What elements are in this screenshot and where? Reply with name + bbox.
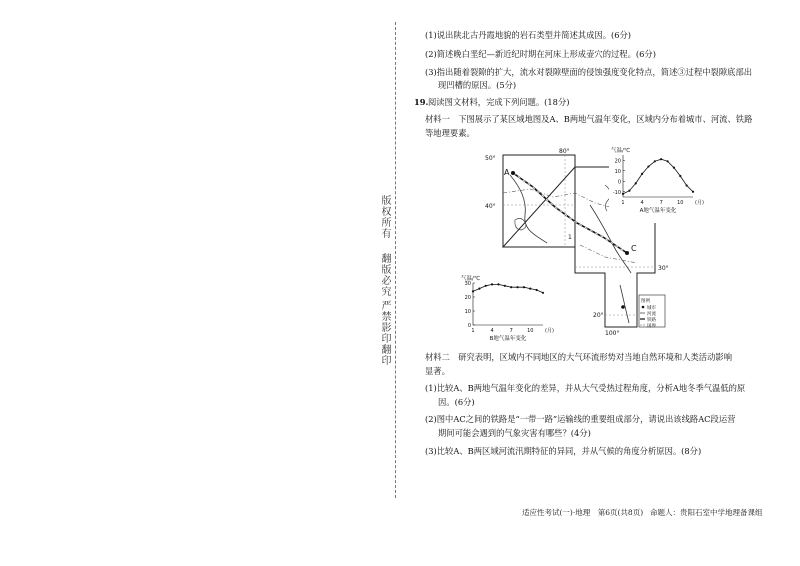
chart-a-point-5 xyxy=(647,165,649,167)
chart-a-ytick-3: -10 xyxy=(612,189,621,196)
chart-a-point-2 xyxy=(628,190,630,192)
q18-sub1: (1)说出陕北古丹霞地貌的岩石类型并简述其成因。(6分) xyxy=(425,30,632,40)
margin-mark-no-copy: 严禁影印翻印 xyxy=(379,300,390,366)
chart-a-point-9 xyxy=(673,167,675,169)
chart-b-point-12 xyxy=(542,292,544,294)
chart-a-ytick-1: 10 xyxy=(614,168,621,175)
chart-a-xtick-0: 1 xyxy=(621,200,625,206)
map-label-c: C xyxy=(631,244,637,253)
q19-sub3: (3)比较A、B两区域河流汛期特征的异同，并从气候的角度分析原因。(8分) xyxy=(425,446,702,456)
q19-material2-line1: 材料二 研究表明，区域内不同地区的大气环流形势对当地自然环境和人类活动影响 xyxy=(425,352,732,362)
chart-b-point-6 xyxy=(504,285,506,287)
chart-a-point-10 xyxy=(679,175,681,177)
margin-mark-piracy: 翻版必究 xyxy=(379,253,390,297)
chart-a-caption: A地气温年变化 xyxy=(639,208,677,214)
legend-river-label: 河流 xyxy=(647,312,656,317)
chart-b-point-10 xyxy=(529,288,531,290)
chart-b-point-8 xyxy=(516,286,518,288)
legend-boundary-label: 国界 xyxy=(647,324,656,329)
lat-label-20: 20° xyxy=(593,312,604,319)
chart-b-point-5 xyxy=(497,283,499,285)
chart-b-xtick-1: 4 xyxy=(490,328,494,334)
lon-label-100: 100° xyxy=(605,330,620,337)
chart-b-point-2 xyxy=(478,288,480,290)
chart-b-point-3 xyxy=(485,285,487,287)
chart-a-point-3 xyxy=(635,182,637,184)
q19-material1-line2: 等地理要素。 xyxy=(425,128,475,138)
chart-a-ylabel: 气温/℃ xyxy=(611,148,631,154)
chart-a-point-1 xyxy=(622,193,624,195)
chart-b-ytick-1: 20 xyxy=(464,295,471,301)
footer-author: 命题人：贵阳石室中学地理备课组 xyxy=(650,508,763,517)
chart-b-xlabel: (月) xyxy=(545,328,554,334)
chart-b-xtick-2: 7 xyxy=(509,328,513,334)
region-map-figure xyxy=(455,145,704,357)
temperature-chart-b xyxy=(459,273,563,351)
lat-label-50: 50° xyxy=(485,155,496,162)
chart-b-point-1 xyxy=(472,290,474,292)
lat-label-40: 40° xyxy=(485,203,496,210)
chart-b-ytick-2: 10 xyxy=(464,309,471,315)
lat-label-30: 30° xyxy=(658,265,669,272)
q19-number: 19. xyxy=(414,97,429,107)
chart-a-ytick-0: 20 xyxy=(614,158,621,165)
binding-margin-line xyxy=(395,22,396,498)
q19-material1-line1: 材料一 下图展示了某区域地图及A、B两地气温年变化，区域内分布着城市、河流、铁路 xyxy=(425,114,753,124)
q19-sub2-line2: 期间可能会遇到的气象灾害有哪些？(4分) xyxy=(438,428,591,438)
chart-a-xtick-2: 7 xyxy=(659,200,663,206)
city-dot-a xyxy=(511,171,515,175)
q18-sub2: (2)简述晚白垩纪—新近纪时期在河床上形成壶穴的过程。(6分) xyxy=(425,49,656,59)
legend-city-icon xyxy=(642,306,645,309)
q19-material2-line2: 显著。 xyxy=(425,366,450,376)
lon-label-80: 80° xyxy=(559,148,570,155)
chart-a-point-12 xyxy=(692,191,694,193)
chart-a-point-6 xyxy=(654,160,656,162)
chart-a-point-8 xyxy=(666,160,668,162)
chart-b-xtick-0: 1 xyxy=(471,328,475,334)
chart-b-point-11 xyxy=(536,289,538,291)
chart-b-ytick-3: 0 xyxy=(467,323,471,329)
map-frame-west xyxy=(503,155,575,247)
chart-a-point-4 xyxy=(641,173,643,175)
map-label-1: 1 xyxy=(568,234,572,241)
margin-mark-copyright: 版权所有 xyxy=(379,195,390,239)
city-dot-b xyxy=(621,305,625,309)
chart-a-xtick-1: 4 xyxy=(640,200,644,206)
chart-a-xtick-3: 10 xyxy=(677,200,684,206)
chart-b-caption: B地气温年变化 xyxy=(489,336,527,342)
map-label-a: A xyxy=(504,168,510,177)
footer-page-info: 适应性考试(一)·地理 第6页(共8页) xyxy=(522,508,644,517)
chart-b-point-4 xyxy=(491,283,493,285)
chart-a-ytick-2: 0 xyxy=(617,179,621,186)
chart-b-ylabel: 气温/℃ xyxy=(461,276,481,282)
chart-b-point-7 xyxy=(510,286,512,288)
q19-stem: 阅读图文材料，完成下列问题。(18分) xyxy=(428,97,570,107)
chart-b-xtick-3: 10 xyxy=(527,328,534,334)
chart-b-ytick-0: 30 xyxy=(464,281,471,287)
q19-sub1-line2: 因。(6分) xyxy=(438,397,475,407)
chart-a-point-11 xyxy=(686,184,688,186)
q19-sub1-line1: (1)比较A、B两地气温年变化的差异，并从大气受热过程角度，分析A地冬季气温低的原 xyxy=(425,383,746,393)
chart-a-xlabel: (月) xyxy=(695,200,704,206)
legend-city-label: 城市 xyxy=(647,306,656,311)
legend-title: 图例 xyxy=(641,299,650,304)
city-dot-c xyxy=(625,251,629,255)
legend-rail-label: 铁路 xyxy=(647,318,656,323)
chart-a-point-7 xyxy=(660,158,662,160)
chart-b-point-9 xyxy=(523,286,525,288)
river-south xyxy=(620,285,629,323)
temperature-chart-a xyxy=(609,145,713,223)
q18-sub3-line2: 现凹槽的原因。(5分) xyxy=(438,80,517,90)
q19-sub2-line1: (2)图中AC之间的铁路是“一带一路”运输线的重要组成部分，请说出该线路AC段运营 xyxy=(425,414,736,424)
q18-sub3-line1: (3)指出随着裂隙的扩大，流水对裂隙壁面的侵蚀强度变化特点，简述③过程中裂隙底部出 xyxy=(425,67,753,77)
